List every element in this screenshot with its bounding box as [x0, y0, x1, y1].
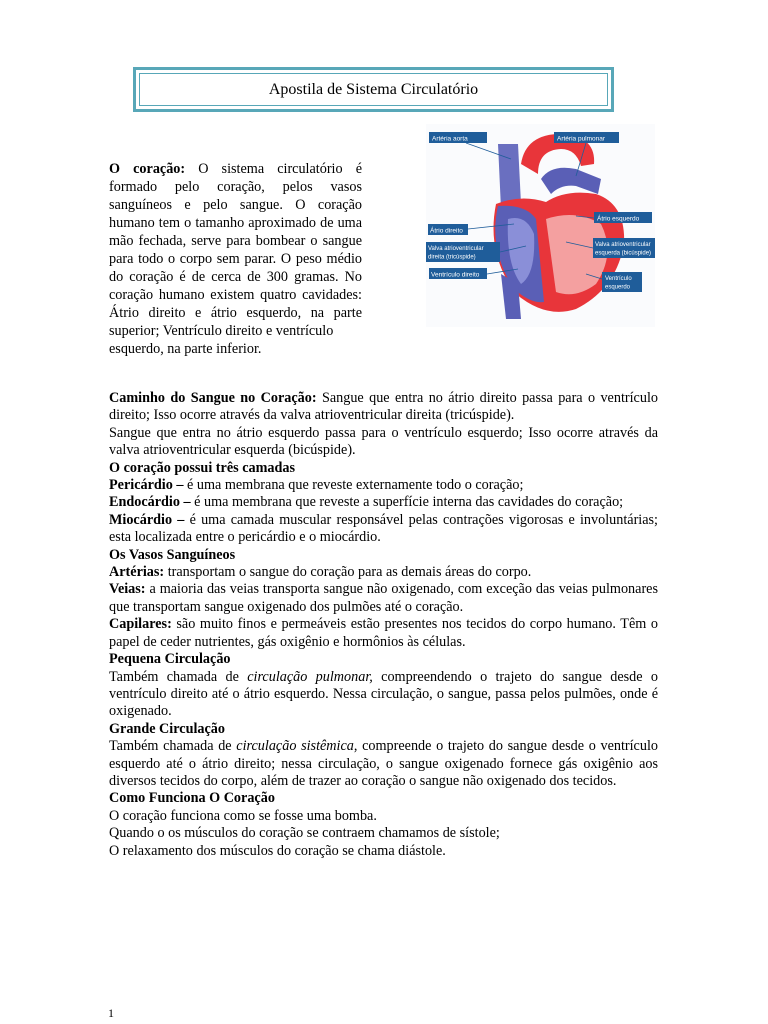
endocardio-text: é uma membrana que reveste a superfície interna das cavidades do coração; — [190, 494, 624, 511]
pequena-text-a: Também chamada de — [109, 668, 248, 685]
pulmonary-artery — [541, 168, 601, 194]
grande-paragraph — [109, 738, 658, 790]
grande-italic: circulação sistêmica — [236, 738, 354, 755]
miocardio-term: Miocárdio – — [109, 511, 185, 528]
intro-last-line: esquerdo, na parte inferior. — [109, 341, 262, 357]
caminho-heading: Caminho do Sangue no Coração: — [109, 390, 317, 406]
endocardio-term: Endocárdio – — [109, 494, 191, 511]
endocardio-paragraph — [109, 494, 658, 511]
veias-text: a maioria das veias transporta sangue não oxigenado, com exceção das veias pulmonares que transportam sangue oxigenado dos pulmões até o coração. — [109, 581, 658, 615]
label-atrio-direito: Átrio direito — [430, 227, 463, 235]
label-ventriculo-direito: Ventrículo direito — [431, 271, 480, 279]
capilares-term: Capilares: — [109, 616, 172, 633]
body-text — [109, 390, 658, 860]
funciona-line-3: O relaxamento dos músculos do coração se chama diástole. — [109, 842, 446, 859]
label-arteria-aorta: Artéria aorta — [432, 135, 468, 143]
arterias-term: Artérias: — [109, 564, 165, 581]
label-valva-bicuspide-1: Valva atrioventricular — [595, 242, 651, 248]
caminho-paragraph-2: Sangue que entra no átrio esquerdo passa para o ventrículo esquerdo; Isso ocorre através da valva atrioventricular esquerda (bicúspide). — [109, 424, 658, 459]
heart-illustration — [426, 124, 655, 327]
arterias-text: transportam o sangue do coração para as demais áreas do corpo. — [164, 564, 532, 581]
heart-diagram — [426, 124, 655, 327]
label-ventriculo-esquerdo-1: Ventrículo — [605, 276, 632, 282]
label-arteria-pulmonar: Artéria pulmonar — [557, 135, 606, 143]
caminho-text-1: Sangue que entra no átrio direito passa para o ventrículo direito; Isso ocorre através da valva atrioventricular direita (tricúspide). — [109, 390, 658, 424]
page-number: 1 — [108, 1006, 114, 1020]
funciona-line-1: O coração funciona como se fosse uma bomba. — [109, 807, 377, 824]
title-box — [133, 67, 614, 112]
label-ventriculo-esquerdo-2: esquerdo — [605, 284, 631, 291]
label-valva-bicuspide-2: esquerda (bicúspide) — [595, 250, 652, 257]
veias-paragraph — [109, 581, 658, 616]
camadas-heading: O coração possui três camadas — [109, 459, 295, 476]
funciona-line-2: Quando o os músculos do coração se contraem chamamos de sístole; — [109, 825, 500, 842]
funciona-heading: Como Funciona O Coração — [109, 790, 275, 807]
intro-text: O sistema circulatório é formado pelo coração, pelos vasos sanguíneos e pelo sangue. O coração humano tem o tamanho aproximado de uma mão fechada, serve para bombear o sangue para todo o corpo sem parar. O peso médio do coração é de cerca de 300 gramas. No coração humano existem quatro cavidades: Átrio direito e átrio esquerdo, na parte superior; Ventrículo direito e ventrículo — [109, 161, 362, 339]
pequena-paragraph — [109, 669, 658, 721]
arterias-paragraph — [109, 564, 658, 581]
pericardio-paragraph — [109, 477, 658, 494]
pericardio-term: Pericárdio – — [109, 477, 184, 494]
label-atrio-esquerdo: Átrio esquerdo — [597, 215, 640, 223]
label-valva-tricuspide-1: Valva atrioventricular — [428, 246, 484, 252]
pericardio-text: é uma membrana que reveste externamente todo o coração; — [183, 477, 524, 494]
label-valva-tricuspide-2: direita (tricúspide) — [428, 254, 476, 261]
page-title: Apostila de Sistema Circulatório — [139, 73, 608, 106]
capilares-paragraph — [109, 616, 658, 651]
miocardio-paragraph — [109, 512, 658, 547]
veias-term: Veias: — [109, 581, 146, 598]
grande-text-b: , compreende o trajeto do sangue desde o ventrículo esquerdo até o átrio direito; nessa circulação, o sangue oxigenado fornece gás oxigênio aos diversos tecidos do corpo, além de trazer ao coração o sangue não oxigenado dos tecidos. — [109, 738, 658, 789]
pequena-italic: circulação pulmonar, — [247, 668, 373, 685]
intro-heading: O coração: — [109, 161, 186, 177]
caminho-paragraph — [109, 390, 658, 425]
pequena-heading: Pequena Circulação — [109, 651, 231, 668]
intro-paragraph — [109, 160, 362, 358]
vasos-heading: Os Vasos Sanguíneos — [109, 546, 236, 563]
miocardio-text: é uma camada muscular responsável pelas contrações vigorosas e involuntárias; esta localizada entre o pericárdio e o miocárdio. — [109, 511, 658, 546]
grande-text-a: Também chamada de — [109, 738, 237, 755]
capilares-text: são muito finos e permeáveis estão presentes nos tecidos do corpo humano. Têm o papel de ceder nutrientes, gás oxigênio e hormônios às células. — [109, 616, 658, 650]
pequena-text-b: compreendendo o trajeto do sangue desde o ventrículo direito até o átrio esquerdo. Nessa circulação, o sangue, passa pelos pulmões, onde é oxigenado. — [109, 668, 658, 720]
grande-heading: Grande Circulação — [109, 720, 225, 737]
